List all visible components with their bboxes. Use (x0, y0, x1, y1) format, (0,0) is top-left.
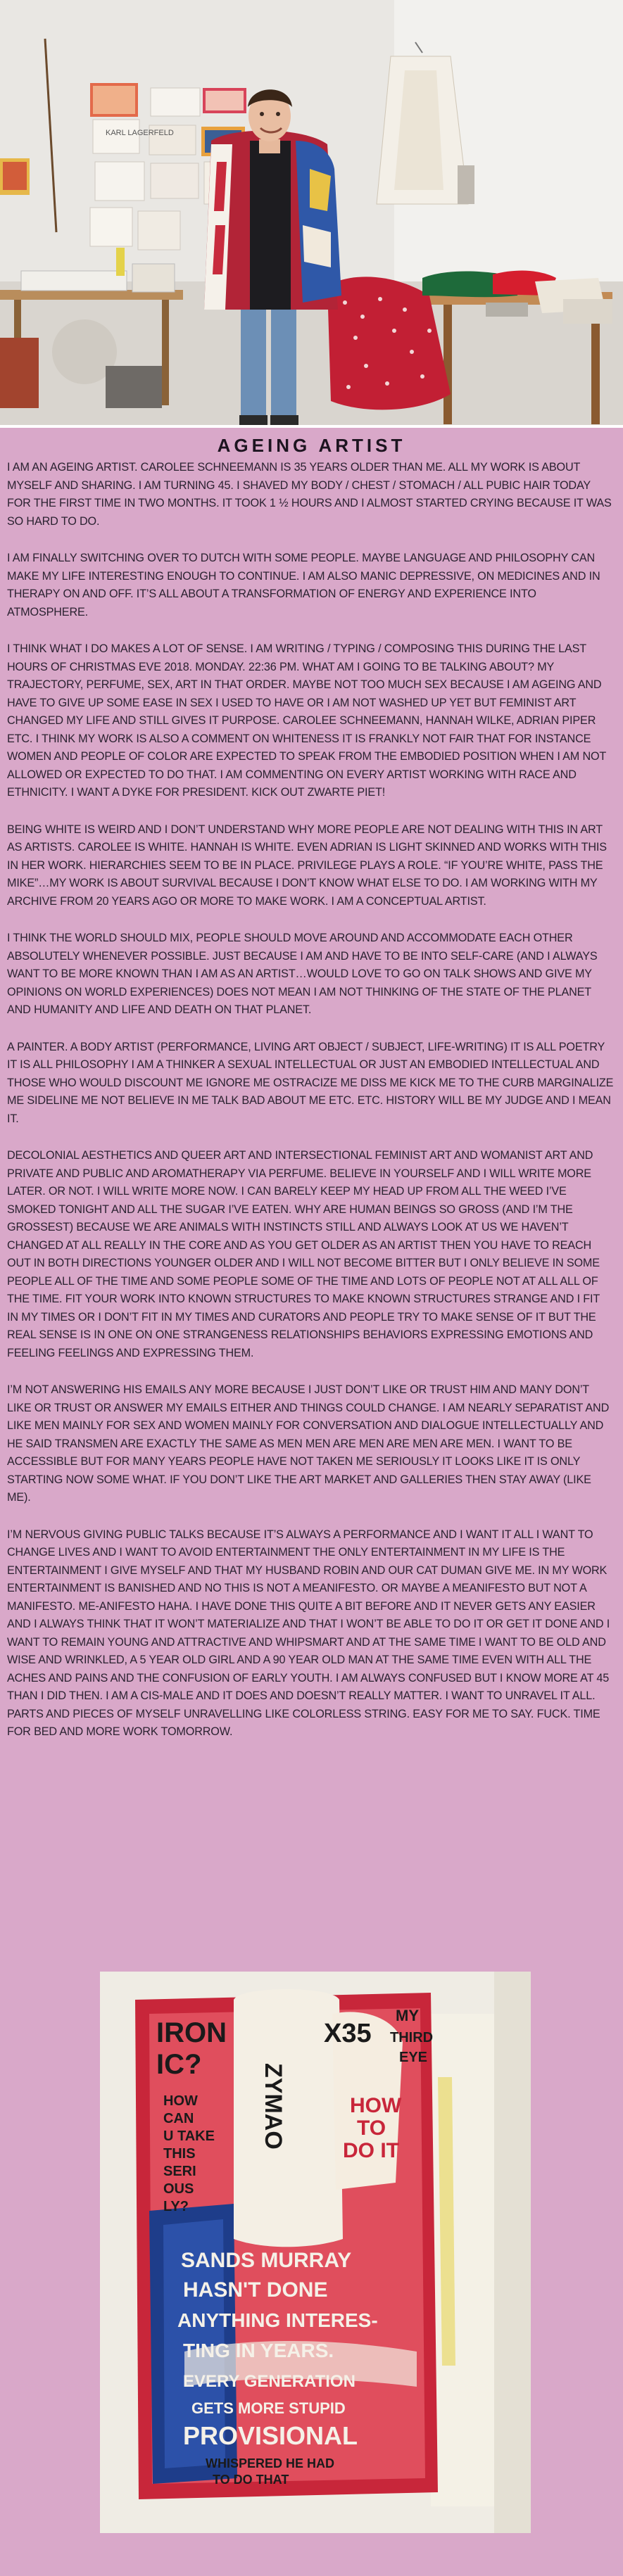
art-text-iron: IRON (156, 2017, 227, 2048)
header-photo (0, 0, 623, 428)
art-text-seri: SERI (163, 2164, 196, 2179)
art-text-how: HOW (163, 2093, 198, 2109)
paragraph-3: I THINK WHAT I DO MAKES A LOT OF SENSE. I AM WRITING / TYPING / COMPOSING THIS DURING THE LAST HOURS OF CHRISTMAS EVE 2018. MONDAY. 22:36 PM. WHAT AM I GOING TO BE TALKING ABOUT? MY TRAJECTORY, PERFUME, SEX, ART IN THAT ORDER. MAYBE NOT TOO MUCH SEX BECAUSE I AM AGEING AND HAVE TO GIVE UP SOME EASE IN SEX I USED TO HAVE OR I AM NOT WASHED UP YET BUT FEMINIST ART CHANGED MY LIFE AND STILL GIVES IT PURPOSE. CAROLEE SCHNEEMANN, HANNAH WILKE, ADRIAN PIPER ETC. I THINK MY WORK IS ALSO A COMMENT ON WHITENESS IT IS FRANKLY NOT FAIR THAT FOR INSTANCE WOMEN AND PEOPLE OF COLOR ARE EXPECTED TO SPEAK FROM THE EMBODIED POSITION WHEN I AM NOT ALLOWED OR EXPECTED TO DO THAT. I AM COMMENTING ON EVERY ARTIST WORKING WITH RACE AND ETHNICITY. I WANT A DYKE FOR PRESIDENT. KICK OUT ZWARTE PIET! (7, 642, 606, 799)
paragraph-6: A PAINTER. A BODY ARTIST (PERFORMANCE, LIVING ART OBJECT / SUBJECT, LIFE-WRITING) IT IS ALL POETRY IT IS ALL PHILOSOPHY I AM A THINKER A SEXUAL INTELLECTUAL OR JUST AN EMBODIED INTELLECTUAL AND THOSE WHO WOULD DISCOUNT ME IGNORE ME OSTRACIZE ME DISS ME KICK ME TO THE CURB MARGINALIZE ME SIDELINE ME NOT BELIEVE IN ME TALK BAD ABOUT ME ETC. ETC. HISTORY WILL BE MY JUDGE AND I MEAN IT. (7, 1040, 614, 1125)
art-text-gets-more-stupid: GETS MORE STUPID (191, 2399, 346, 2417)
paragraph-2: I AM FINALLY SWITCHING OVER TO DUTCH WITH SOME PEOPLE. MAYBE LANGUAGE AND PHILOSOPHY CAN MAKE MY LIFE INTERESTING ENOUGH TO CONTINUE. I AM ALSO MANIC DEPRESSIVE, ON MEDICINES AND IN THERAPY ON AND OFF. IT’S ALL ABOUT A TRANSFORMATION OF ENERGY AND EXPERIENCE INTO ATMOSPHERE. (7, 552, 600, 618)
art-text-this: THIS (163, 2146, 196, 2162)
art-text-sands-murray: SANDS MURRAY (181, 2249, 352, 2272)
art-text-eye: EYE (399, 2050, 428, 2065)
art-text-third: THIRD (390, 2030, 434, 2045)
paragraph-4: BEING WHITE IS WEIRD AND I DON’T UNDERSTAND WHY MORE PEOPLE ARE NOT DEALING WITH THIS IN ART AS ARTISTS. CAROLEE IS WHITE. HANNAH IS WHITE. EVEN ADRIAN IS LIGHT SKINNED AND WORKS WITH THIS IN HER WORK. HIERARCHIES SEEM TO BE IN PLACE. PRIVILEGE PLAYS A ROLE. “IF YOU’RE WHITE, PASS THE MIKE”…MY WORK IS ABOUT SURVIVAL BECAUSE I DON’T KNOW WHAT ELSE TO DO. I AM WORKING WITH MY ARCHIVE FROM 20 YEARS AGO OR MORE TO MAKE WORK. I AM A CONCEPTUAL ARTIST. (7, 823, 607, 908)
art-text-how-2: HOW (350, 2094, 402, 2117)
art-text-ous: OUS (163, 2181, 194, 2197)
studio-photo-illustration (0, 0, 623, 428)
paragraph-8: I’M NOT ANSWERING HIS EMAILS ANY MORE BECAUSE I JUST DON’T LIKE OR TRUST HIM AND MANY DON’T LIKE OR TRUST OR ANSWER MY EMAILS EITHER AND THINGS COULD CHANGE. I AM NEARLY SEPARATIST AND LIKE MEN MAINLY FOR SEX AND WOMEN MAINLY FOR CONVERSATION AND DIALOGUE INTELLECTUALLY AND HE SAID TRANSMEN ARE EXACTLY THE SAME AS MEN MEN ARE MEN ARE MEN ARE MEN. I WANT TO BE ACCESSIBLE BUT FOR MANY YEARS PEOPLE HAVE NOT TAKEN ME SERIOUSLY IT LOOKS LIKE IT IS ONLY STARTING NOW SOME WHAT. IF YOU DON’T LIKE THE ART MARKET AND GALLERIES THEN STAY AWAY (LIKE ME). (7, 1383, 610, 1504)
art-text-can: CAN (163, 2111, 194, 2126)
paragraph-9: I’M NERVOUS GIVING PUBLIC TALKS BECAUSE IT’S ALWAYS A PERFORMANCE AND I WANT IT ALL I WANT TO CHANGE LIVES AND I WANT TO AVOID ENTERTAINMENT THE ONLY ENTERTAINMENT IN MY LIFE IS THE ENTERTAINMENT I GIVE MYSELF AND THAT MY HUSBAND ROBIN AND OUR CAT DUMAN GIVE ME. IN MY WORK ENTERTAINMENT IS BANISHED AND NO THIS IS NOT A MEANIFESTO. OR MAYBE A MEANIFESTO BUT NOT A MANIFESTO. ME-ANIFESTO HAHA. I HAVE DONE THIS QUITE A BIT BEFORE AND IT NEVER GETS ANY EASIER AND I ALWAYS THINK THAT IT WON’T MATERIALIZE AND THAT I WON’T BE ABLE TO DO IT OR GET IT DONE AND I WANT TO REMAIN YOUNG AND ATTRACTIVE AND WHIPSMART AND AT THE SAME TIME I WANT TO BE OLD AND WISE AND WRINKLED, A 5 YEAR OLD GIRL AND A 90 YEAR OLD MAN AT THE SAME TIME EVEN WITH ALL THE ACHES AND PAINS AND THE CONFUSION OF EARLY YOUTH. I AM ALWAYS CONFUSED BUT I KNOW MORE AT 45 THAN I DID THEN. I AM A CIS-MALE AND IT DOES AND DOESN’T REALLY MATTER. I WANT TO UNRAVEL IT ALL. PARTS AND PIECES OF MYSELF UNRAVELLING LIKE COLORLESS STRING. EASY FOR ME TO SAY. FUCK. TIME FOR BED AND MORE WORK TOMORROW. (7, 1528, 610, 1738)
art-text-my: MY (396, 2007, 419, 2024)
wall-note-text: KARL LAGERFELD (106, 129, 174, 137)
paragraph-1: I AM AN AGEING ARTIST. CAROLEE SCHNEEMANN IS 35 YEARS OLDER THAN ME. ALL MY WORK IS ABOUT MYSELF AND SHARING. I AM TURNING 45. I SHAVED MY BODY / CHEST / STOMACH / ALL PUBIC HAIR TODAY FOR THE FIRST TIME IN TWO MONTHS. IT TOOK 1 ½ HOURS AND I ALMOST STARTED CRYING BECAUSE IT WAS SO HARD TO DO. (7, 461, 612, 528)
painting-illustration (100, 1972, 531, 2533)
art-text-ting-in-years: TING IN YEARS. (183, 2340, 334, 2361)
paragraph-7: DECOLONIAL AESTHETICS AND QUEER ART AND INTERSECTIONAL FEMINIST ART AND WOMANIST ART AND PRIVATE AND PUBLIC AND AROMATHERAPY VIA PERFUME. BELIEVE IN YOURSELF AND I WILL WRITE MORE LATER. OR NOT. I WILL WRITE MORE NOW. I CAN BARELY KEEP MY HEAD UP FROM ALL THE WEED I’VE SMOKED TONIGHT AND ALL THE SUGAR I’VE EATEN. WHY ARE HUMAN BEINGS SO GROSS (AND I’M THE GROSSEST) BECAUSE WE ARE ANIMALS WITH INSTINCTS STILL AND ALWAYS LOOK AT US WE HAVEN’T CHANGED AT ALL REALLY IN THE CORE AND AS YOU GET OLDER AS AN ARTIST THEN YOU HAVE TO REACH OUT IN BOTH DIRECTIONS YOUNGER OLDER AND I WILL NOT BECOME BITTER BUT I ONLY BELIEVE IN SOME PEOPLE ALL OF THE TIME AND SOME PEOPLE SOME OF THE TIME AND LOTS OF PEOPLE NOT AT ALL ALL OF THE TIME. FIT YOUR WORK INTO KNOWN STRUCTURES TO MAKE KNOWN STRUCTURES STRANGE AND I FIT IN MY TIMES OR I DON’T FIT IN MY TIMES AND CURATORS AND PEOPLE TRY TO MAKE SENSE OF IT BUT THE REAL SENSE IS IN ONE ON ONE STRANGENESS RELATIONSHIPS BEHAVIORS EXPRESSING EMOTIONS AND FEELING FEELINGS AND EXPRESSING THEM. (7, 1149, 600, 1359)
art-text-x35: X35 (324, 2019, 372, 2048)
article-title: AGEING ARTIST (217, 435, 406, 456)
art-text-ly: LY? (163, 2199, 189, 2214)
art-text-do-it: DO IT (343, 2139, 399, 2162)
art-text-u-take: U TAKE (163, 2128, 215, 2144)
artwork-photo (100, 1972, 531, 2533)
art-text-every-generation: EVERY GENERATION (183, 2372, 355, 2391)
article-body (7, 459, 614, 1760)
art-text-anything-interes: ANYTHING INTERES- (177, 2309, 378, 2331)
art-text-hasnt-done: HASN'T DONE (183, 2278, 328, 2302)
art-text-provisional: PROVISIONAL (183, 2421, 358, 2450)
art-text-to: TO (357, 2117, 386, 2140)
art-text-ic: IC? (156, 2049, 202, 2080)
art-text-whispered: WHISPERED HE HAD (206, 2456, 335, 2470)
paragraph-5: I THINK THE WORLD SHOULD MIX, PEOPLE SHOULD MOVE AROUND AND ACCOMMODATE EACH OTHER ABSOLUTELY WHENEVER POSSIBLE. JUST BECAUSE I AM AND HAVE TO BE INTO SELF-CARE (AND I ALWAYS WANT TO BE MORE KNOWN THAN I AM AS AN ARTIST…WOULD LOVE TO GO ON TALK SHOWS AND GIVE MY OPINIONS ON WORLD EXPERIENCES) DOES NOT MEAN I AM NOT THINKING OF THE STATE OF THE PLANET AND HUMANITY AND LIFE AND DEATH ON THAT PLANET. (7, 932, 598, 1016)
art-text-zymao: ZYMAO (260, 2063, 287, 2150)
art-text-to-do-that: TO DO THAT (213, 2473, 289, 2487)
